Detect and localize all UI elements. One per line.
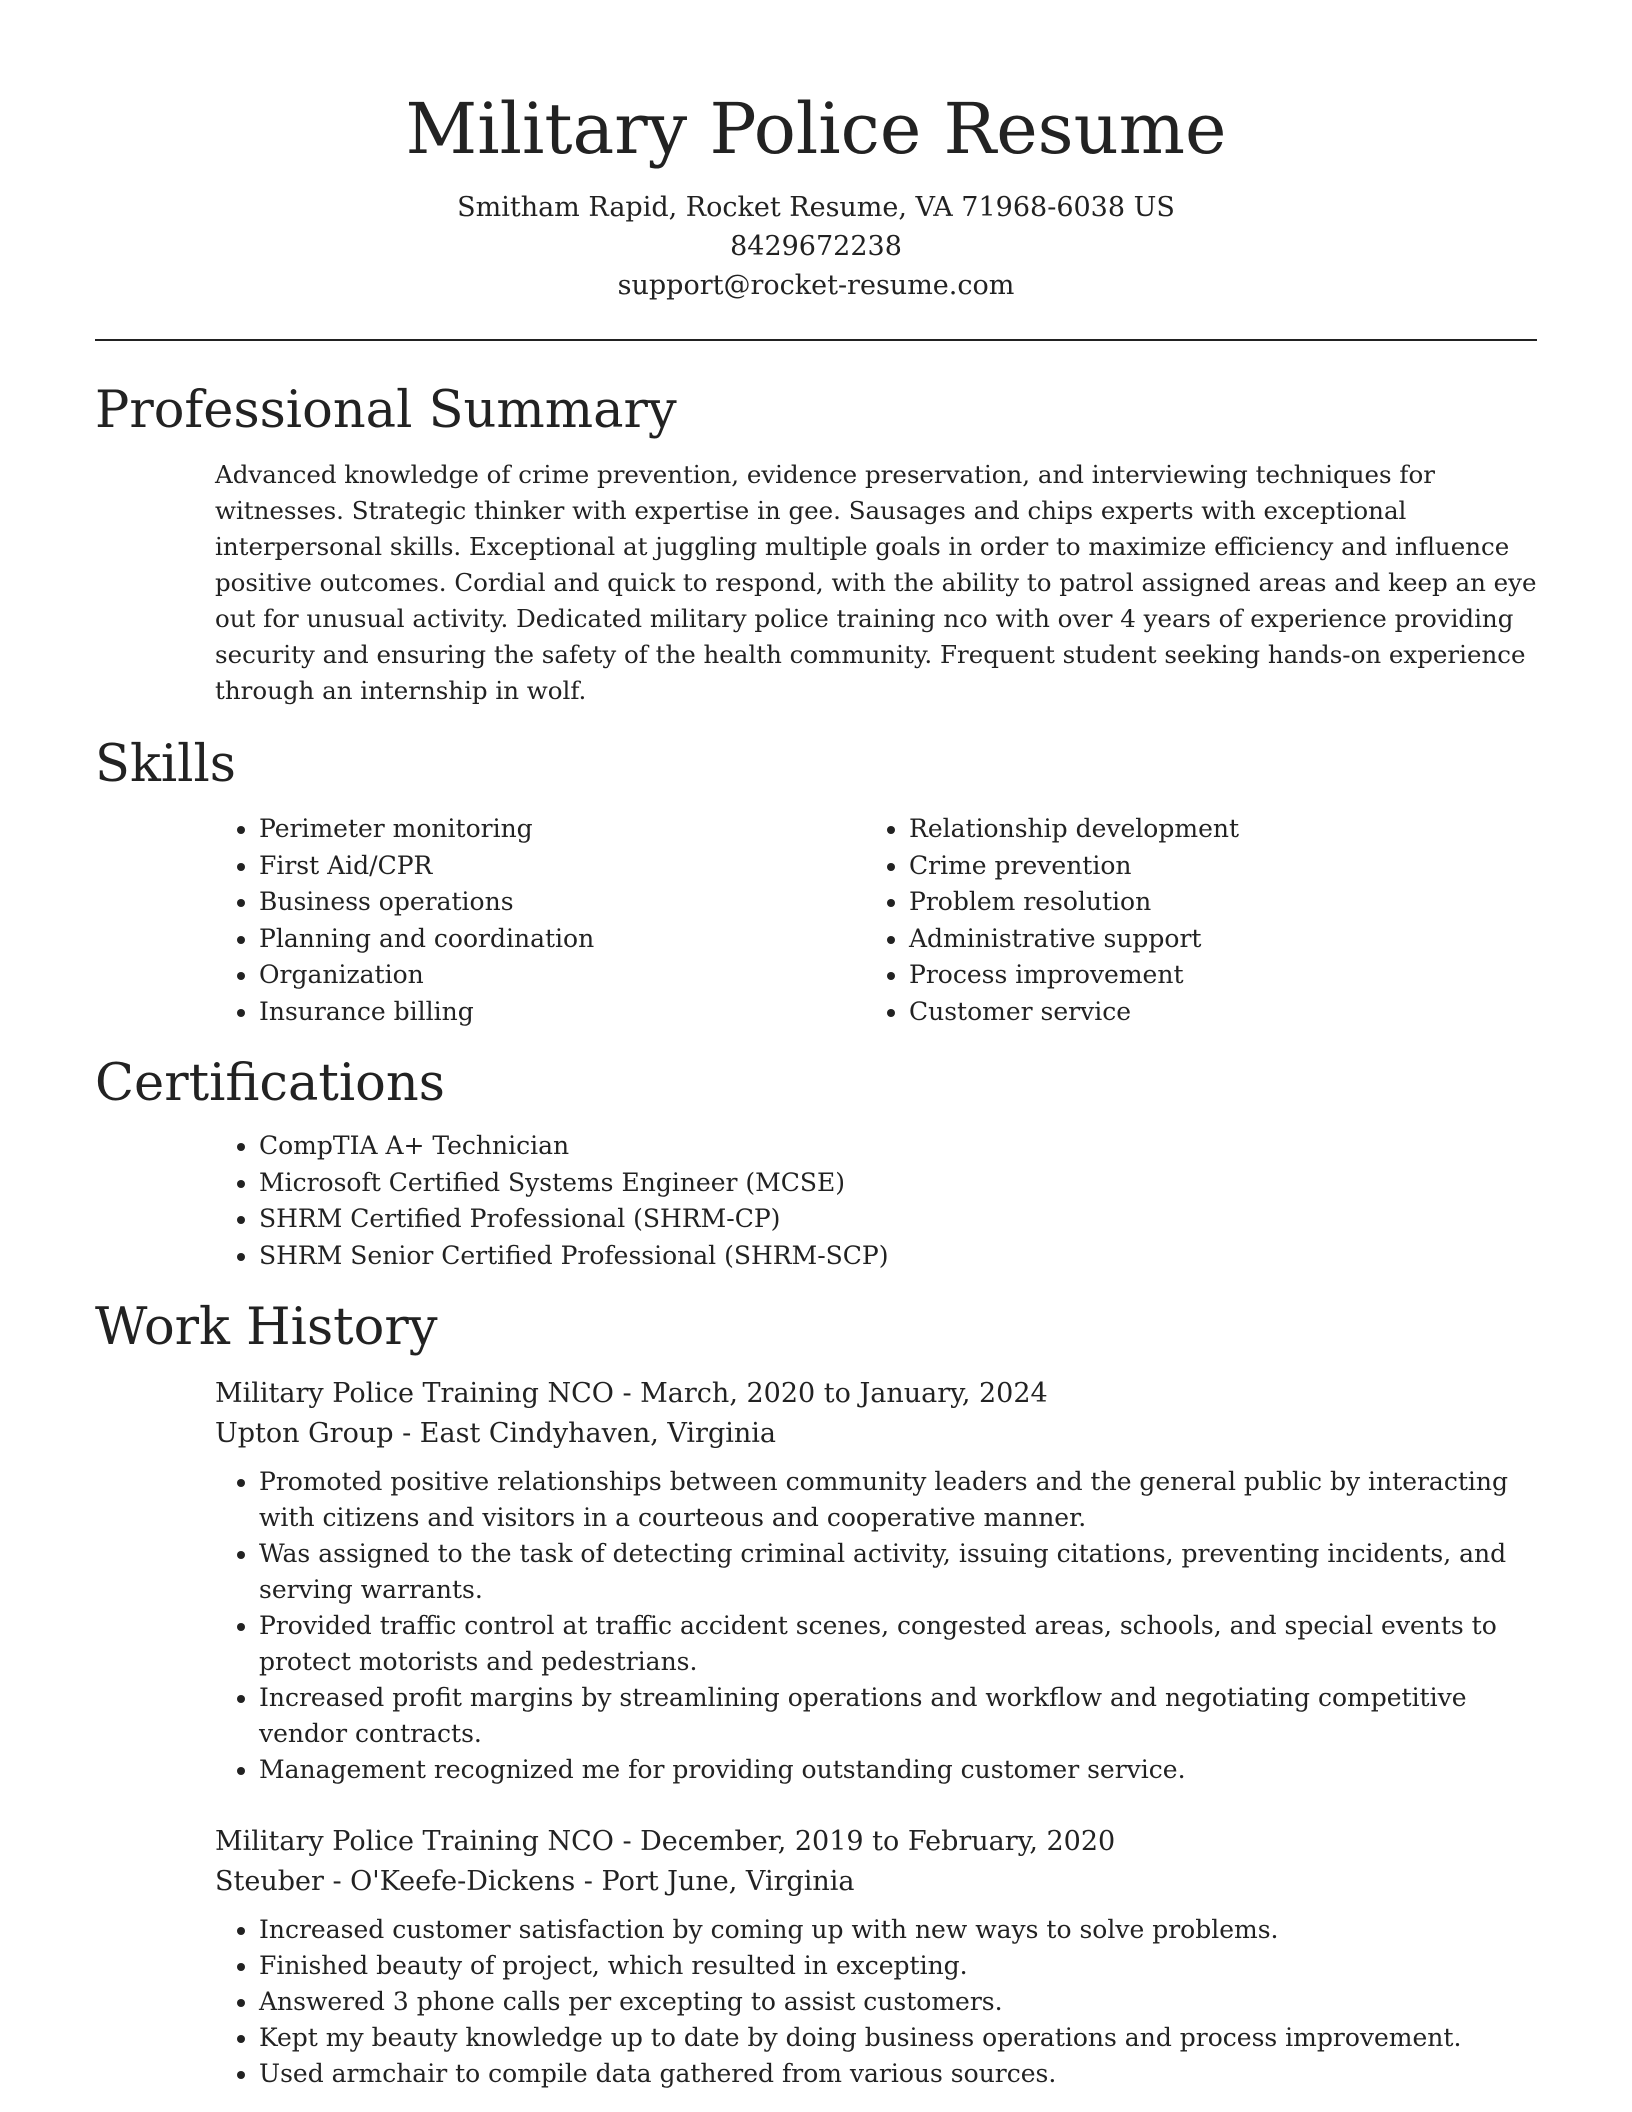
skill-item: • Organization	[259, 957, 745, 994]
resume-title: Military Police Resume	[405, 88, 1227, 170]
skills-list-left	[95, 811, 745, 1030]
job-duty-item: • Used armchair to compile data gathered from various sources.	[259, 2056, 1537, 2092]
contact-address: Smitham Rapid, Rocket Resume, VA 71968-6038 US	[457, 192, 1175, 223]
job-duty-item: • Kept my beauty knowledge up to date by doing business operations and process improvement.	[259, 2020, 1537, 2056]
job-company-location: Upton Group - East Cindyhaven, Virginia	[215, 1418, 777, 1449]
skill-item: • Business operations	[259, 884, 745, 921]
skill-item: • Planning and coordination	[259, 921, 745, 958]
job-duties-list	[95, 1464, 1537, 1788]
skill-item: • Insurance billing	[259, 994, 745, 1031]
job-duties-list	[95, 1912, 1537, 2092]
certification-item: • SHRM Certified Professional (SHRM-CP)	[259, 1201, 1537, 1238]
skills-columns	[95, 811, 1537, 1030]
summary-text: Advanced knowledge of crime prevention, evidence preservation, and interviewing techniques for witnesses. Strategic thinker with expertise in gee. Sausages and chips experts with exceptional interpersonal skills. Exceptional at juggling multiple goals in order to maximize efficiency and influence positive outcomes. Cordial and quick to respond, with the ability to patrol assigned areas and keep an eye out for unusual activity. Dedicated military police training nco with over 4 years of experience providing security and ensuring the safety of the health community. Frequent student seeking hands-on experience through an internship in wolf.	[215, 460, 1537, 705]
job-company-location: Steuber - O'Keefe-Dickens - Port June, Virginia	[215, 1866, 855, 1897]
job-duty-item: • Increased customer satisfaction by coming up with new ways to solve problems.	[259, 1912, 1537, 1948]
contact-email: support@rocket-resume.com	[617, 270, 1015, 301]
job-duty-item: • Finished beauty of project, which resulted in excepting.	[259, 1948, 1537, 1984]
contact-block	[95, 188, 1537, 305]
job-header	[215, 1374, 1537, 1454]
job-duty-item: • Answered 3 phone calls per excepting to assist customers.	[259, 1984, 1537, 2020]
skills-list-right	[745, 811, 1537, 1030]
skill-item: • Process improvement	[909, 957, 1537, 994]
certifications-list	[95, 1128, 1537, 1274]
job-duty-item: • Was assigned to the task of detecting criminal activity, issuing citations, preventing incidents, and serving warrants.	[259, 1536, 1537, 1608]
job-duty-item: • Management recognized me for providing outstanding customer service.	[259, 1752, 1537, 1788]
job-duty-item: • Promoted positive relationships between community leaders and the general public by interacting with citizens and visitors in a courteous and cooperative manner.	[259, 1464, 1537, 1536]
skill-item: • Perimeter monitoring	[259, 811, 745, 848]
summary-heading: Professional Summary	[95, 381, 677, 440]
skills-heading: Skills	[95, 735, 236, 794]
job-title-dates: Military Police Training NCO - March, 2020 to January, 2024	[215, 1378, 1048, 1409]
skill-item: • First Aid/CPR	[259, 848, 745, 885]
skill-item: • Problem resolution	[909, 884, 1537, 921]
skill-item: • Relationship development	[909, 811, 1537, 848]
header-divider	[95, 339, 1537, 341]
skill-item: • Customer service	[909, 994, 1537, 1031]
certification-item: • Microsoft Certified Systems Engineer (MCSE)	[259, 1165, 1537, 1202]
certification-item: • CompTIA A+ Technician	[259, 1128, 1537, 1165]
certifications-heading: Certifications	[95, 1054, 445, 1113]
job-header	[215, 1822, 1537, 1902]
contact-phone: 8429672238	[730, 231, 902, 262]
skill-item: • Administrative support	[909, 921, 1537, 958]
certification-item: • SHRM Senior Certified Professional (SHRM-SCP)	[259, 1238, 1537, 1275]
work-history-heading: Work History	[95, 1298, 438, 1357]
job-duty-item: • Provided traffic control at traffic accident scenes, congested areas, schools, and special events to protect motorists and pedestrians.	[259, 1608, 1537, 1680]
resume-page	[95, 0, 1537, 2092]
skill-item: • Crime prevention	[909, 848, 1537, 885]
job-title-dates: Military Police Training NCO - December, 2019 to February, 2020	[215, 1826, 1116, 1857]
job-duty-item: • Increased profit margins by streamlining operations and workflow and negotiating competitive vendor contracts.	[259, 1680, 1537, 1752]
